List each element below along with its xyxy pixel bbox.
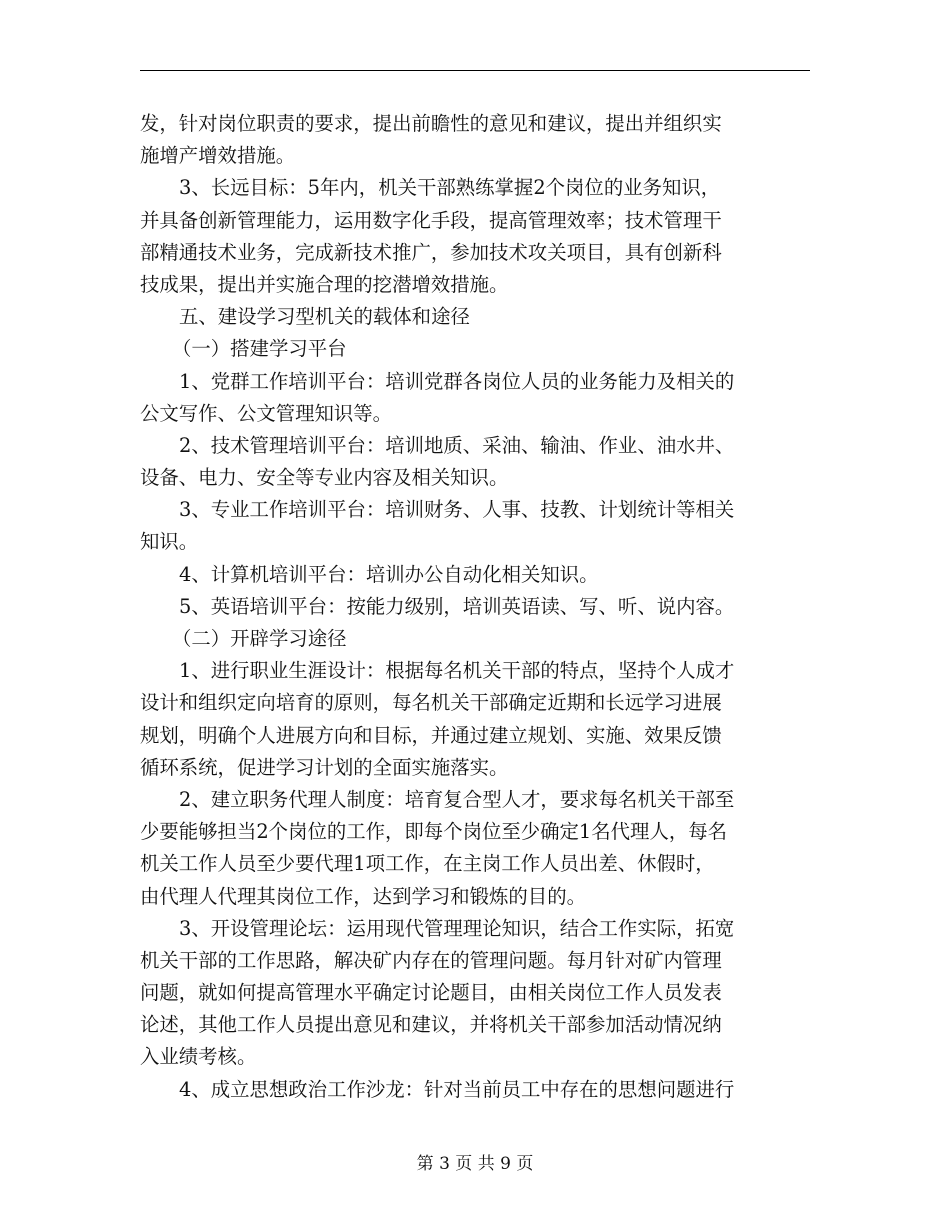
text-line: 4、计算机培训平台：培训办公自动化相关知识。	[179, 562, 599, 586]
document-body	[140, 108, 810, 1106]
text-line: 3、长远目标：5年内，机关干部熟练掌握2个岗位的业务知识，	[179, 176, 721, 200]
text-line: 设计和组织定向培育的原则，每名机关干部确定近期和长远学习进展	[140, 691, 722, 715]
text-line: 2、技术管理培训平台：培训地质、采油、输油、作业、油水井、	[179, 433, 735, 457]
text-line: 3、开设管理论坛：运用现代管理理论知识，结合工作实际，拓宽	[179, 916, 735, 940]
text-line: 1、进行职业生涯设计：根据每名机关干部的特点，坚持个人成才	[179, 659, 735, 683]
section-heading: 五、建设学习型机关的载体和途径	[179, 305, 470, 329]
text-line: 问题，就如何提高管理水平确定讨论题目，由相关岗位工作人员发表	[140, 981, 722, 1005]
text-line: 设备、电力、安全等专业内容及相关知识。	[140, 466, 509, 490]
header-rule	[140, 70, 810, 71]
text-line: 并具备创新管理能力，运用数字化手段，提高管理效率；技术管理干	[140, 208, 722, 232]
text-line: 5、英语培训平台：按能力级别，培训英语读、写、听、说内容。	[179, 594, 735, 618]
text-line: 由代理人代理其岗位工作，达到学习和锻炼的目的。	[140, 884, 586, 908]
text-line: 发，针对岗位职责的要求，提出前瞻性的意见和建议，提出并组织实	[140, 112, 722, 135]
text-line: 2、建立职务代理人制度：培育复合型人才，要求每名机关干部至	[179, 787, 735, 811]
text-line: 公文写作、公文管理知识等。	[140, 401, 393, 425]
subsection-heading: （二）开辟学习途径	[172, 627, 347, 650]
text-line: 部精通技术业务，完成新技术推广，参加技术攻关项目，具有创新科	[140, 240, 722, 264]
text-line: 机关干部的工作思路，解决矿内存在的管理问题。每月针对矿内管理	[140, 948, 722, 972]
text-line: 施增产增效措施。	[140, 144, 296, 168]
subsection-heading: （一）搭建学习平台	[172, 337, 347, 361]
text-line: 知识。	[140, 530, 199, 554]
text-line: 技成果，提出并实施合理的挖潜增效措施。	[140, 272, 509, 296]
text-line: 3、专业工作培训平台：培训财务、人事、技教、计划统计等相关	[179, 498, 735, 522]
text-line: 规划，明确个人进展方向和目标，并通过建立规划、实施、效果反馈	[140, 723, 722, 747]
text-line: 论述，其他工作人员提出意见和建议，并将机关干部参加活动情况纳	[140, 1013, 722, 1037]
text-line: 少要能够担当2个岗位的工作，即每个岗位至少确定1名代理人，每名	[140, 820, 728, 844]
text-line: 循环系统，促进学习计划的全面实施落实。	[140, 755, 509, 779]
text-line: 机关工作人员至少要代理1项工作，在主岗工作人员出差、休假时，	[140, 852, 715, 876]
text-line: 4、成立思想政治工作沙龙：针对当前员工中存在的思想问题进行	[179, 1077, 735, 1101]
text-line: 入业绩考核。	[140, 1045, 257, 1069]
text-line: 1、党群工作培训平台：培训党群各岗位人员的业务能力及相关的	[179, 369, 735, 393]
page-number-footer: 第 3 页 共 9 页	[416, 1154, 534, 1174]
